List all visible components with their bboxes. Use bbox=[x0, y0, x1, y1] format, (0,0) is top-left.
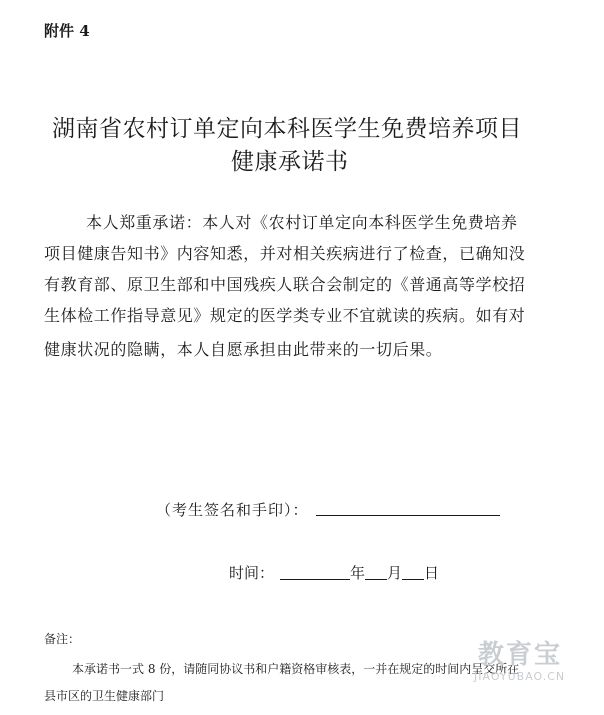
watermark-url: JIAOYUBAO.CN bbox=[474, 670, 566, 683]
notes-label: 备注： bbox=[44, 632, 81, 646]
day-label: 日 bbox=[424, 564, 440, 582]
body-paragraph-line: 生体检工作指导意见》规定的医学类专业不宜就读的疾病。如有对 bbox=[44, 306, 526, 325]
signature-label: （考生签名和手印）： bbox=[156, 501, 309, 519]
body-paragraph-line: 有教育部、原卫生部和中国残疾人联合会制定的《普通高等学校招 bbox=[44, 275, 526, 294]
body-paragraph-line: 健康状况的隐瞒，本人自愿承担由此带来的一切后果。 bbox=[44, 340, 443, 359]
date-label: 时间： bbox=[229, 564, 275, 582]
attachment-label: 附件 4 bbox=[44, 22, 90, 40]
notes-line1: 本承诺书一式 8 份，请随同协议书和户籍资格审核表，一并在规定的时间内呈交所在 bbox=[72, 662, 520, 676]
document-title-line2: 健康承诺书 bbox=[231, 149, 349, 175]
watermark-logo: 教育宝 bbox=[478, 640, 563, 670]
body-paragraph-line: 本人郑重承诺：本人对《农村订单定向本科医学生免费培养 bbox=[86, 213, 518, 232]
notes-line2: 县市区的卫生健康部门 bbox=[44, 689, 165, 703]
document-title-line1: 湖南省农村订单定向本科医学生免费培养项目 bbox=[52, 116, 522, 142]
body-paragraph-line: 项目健康告知书》内容知悉，并对相关疾病进行了检查，已确知没 bbox=[44, 244, 526, 263]
date-row bbox=[229, 562, 439, 583]
month-label: 月 bbox=[387, 564, 403, 582]
year-label: 年 bbox=[350, 564, 366, 582]
signature-field[interactable] bbox=[316, 515, 500, 516]
year-field[interactable] bbox=[280, 565, 350, 580]
month-field[interactable] bbox=[365, 565, 387, 580]
day-field[interactable] bbox=[402, 565, 424, 580]
